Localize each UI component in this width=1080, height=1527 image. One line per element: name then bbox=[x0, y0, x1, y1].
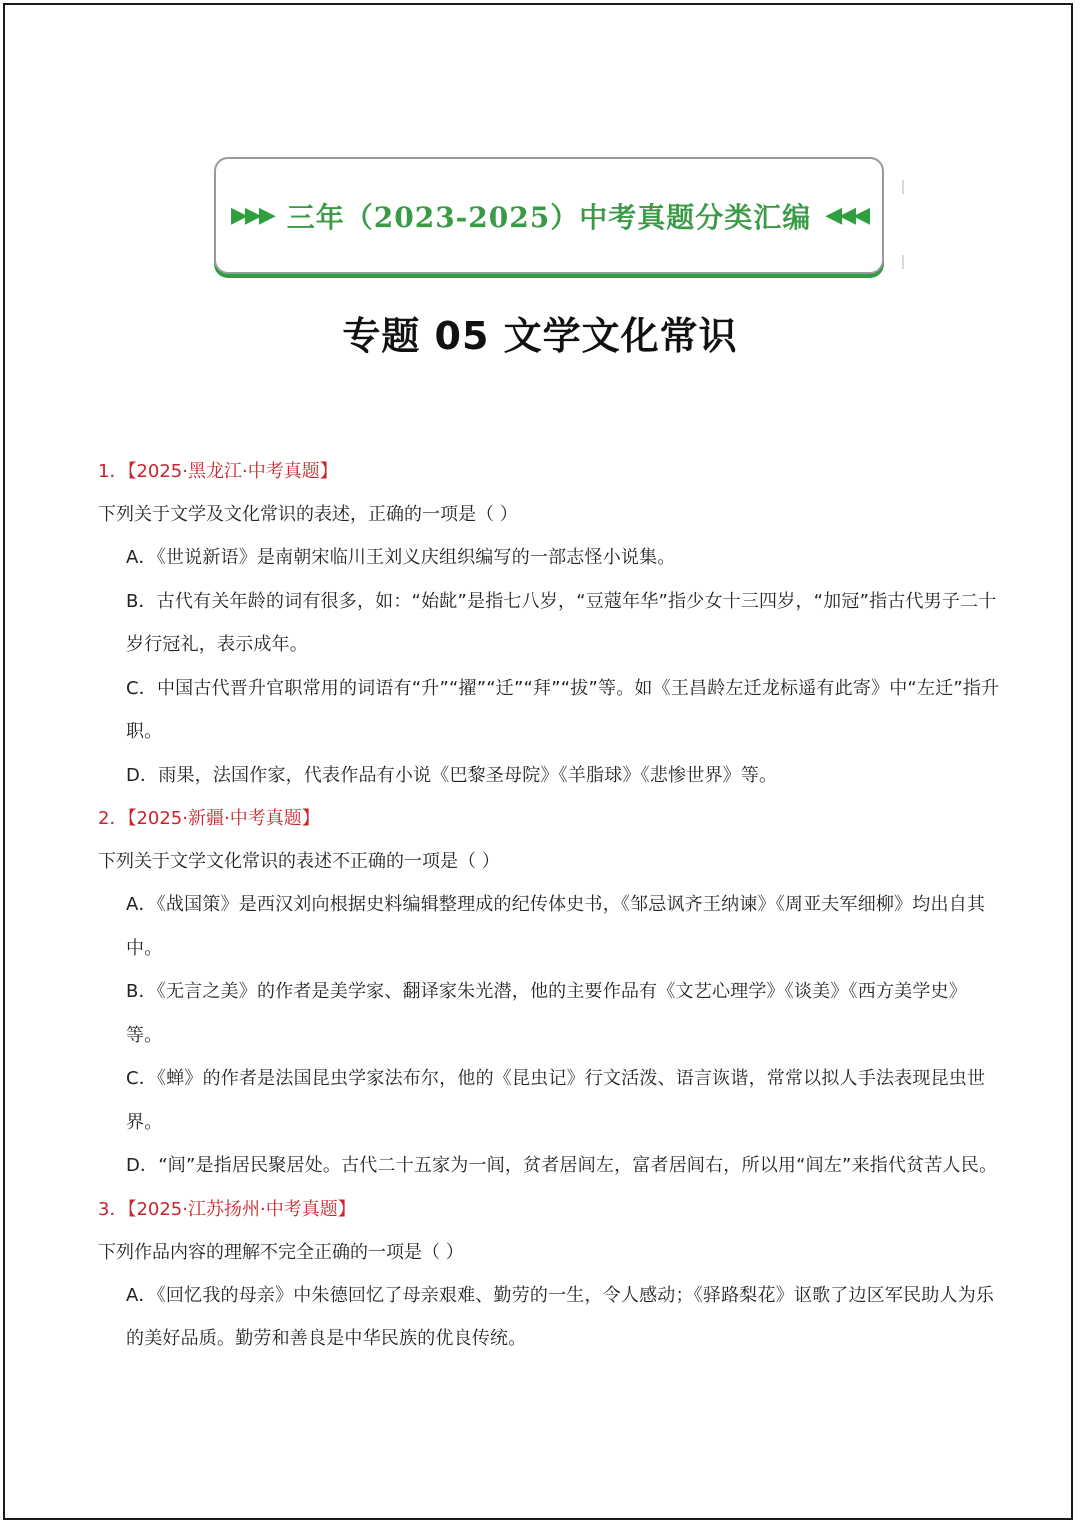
answer-option-a: A．《回忆我的母亲》中朱德回忆了母亲艰难、勤劳的一生，令人感动；《驿路梨花》讴歌了边区军民助人为乐的美好品质。勤劳和善良是中华民族的优良传统。 bbox=[126, 1284, 995, 1349]
answer-option-d: D．雨果，法国作家，代表作品有小说《巴黎圣母院》《羊脂球》《悲惨世界》等。 bbox=[126, 764, 778, 786]
right-arrows-icon: ▶▶▶ bbox=[230, 203, 273, 228]
question-item bbox=[98, 797, 1003, 1188]
question-item bbox=[98, 450, 1003, 797]
left-arrows-icon: ◀◀◀ bbox=[825, 203, 867, 228]
question-source: 2．【2025·新疆·中考真题】 bbox=[98, 808, 320, 829]
banner-divider-mark bbox=[902, 255, 904, 269]
answer-option-c: C．中国古代晋升官职常用的词语有“升”“擢”“迁”“拜”“拔”等。如《王昌龄左迁龙标遥有此寄》中“左迁”指升职。 bbox=[126, 677, 1000, 742]
question-stem: 下列作品内容的理解不完全正确的一项是（ ） bbox=[98, 1241, 464, 1263]
question-item bbox=[98, 1188, 1003, 1361]
answer-option-a: A．《世说新语》是南朝宋临川王刘义庆组织编写的一部志怪小说集。 bbox=[126, 547, 676, 568]
question-source: 3．【2025·江苏扬州·中考真题】 bbox=[98, 1198, 356, 1220]
question-stem: 下列关于文学及文化常识的表述，正确的一项是（ ） bbox=[98, 504, 518, 525]
answer-option-b: B．古代有关年龄的词有很多，如：“始龀”是指七八岁，“豆蔻年华”指少女十三四岁，“加冠”指古代男子二十岁行冠礼，表示成年。 bbox=[126, 590, 997, 655]
answer-option-a: A．《战国策》是西汉刘向根据史料编辑整理成的纪传体史书，《邹忌讽齐王纳谏》《周亚夫军细柳》均出自其中。 bbox=[126, 894, 986, 959]
question-source: 1．【2025·黑龙江·中考真题】 bbox=[98, 461, 338, 482]
banner-title: 三年（2023-2025）中考真题分类汇编 bbox=[286, 200, 812, 234]
answer-option-b: B．《无言之美》的作者是美学家、翻译家朱光潜，他的主要作品有《文艺心理学》《谈美》《西方美学史》等。 bbox=[126, 981, 967, 1046]
answer-option-c: C．《蝉》的作者是法国昆虫学家法布尔，他的《昆虫记》行文活泼、语言诙谐，常常以拟人手法表现昆虫世界。 bbox=[126, 1068, 986, 1133]
question-stem: 下列关于文学文化常识的表述不正确的一项是（ ） bbox=[98, 851, 500, 872]
header-banner bbox=[214, 157, 884, 274]
answer-option-d: D．“闾”是指居民聚居处。古代二十五家为一闾，贫者居闾左，富者居闾右，所以用“闾左”来指代贫苦人民。 bbox=[126, 1155, 998, 1176]
banner-divider-mark bbox=[902, 180, 904, 194]
document-title: 专题 05 文学文化常识 bbox=[342, 314, 738, 358]
question-list bbox=[98, 450, 1003, 1361]
